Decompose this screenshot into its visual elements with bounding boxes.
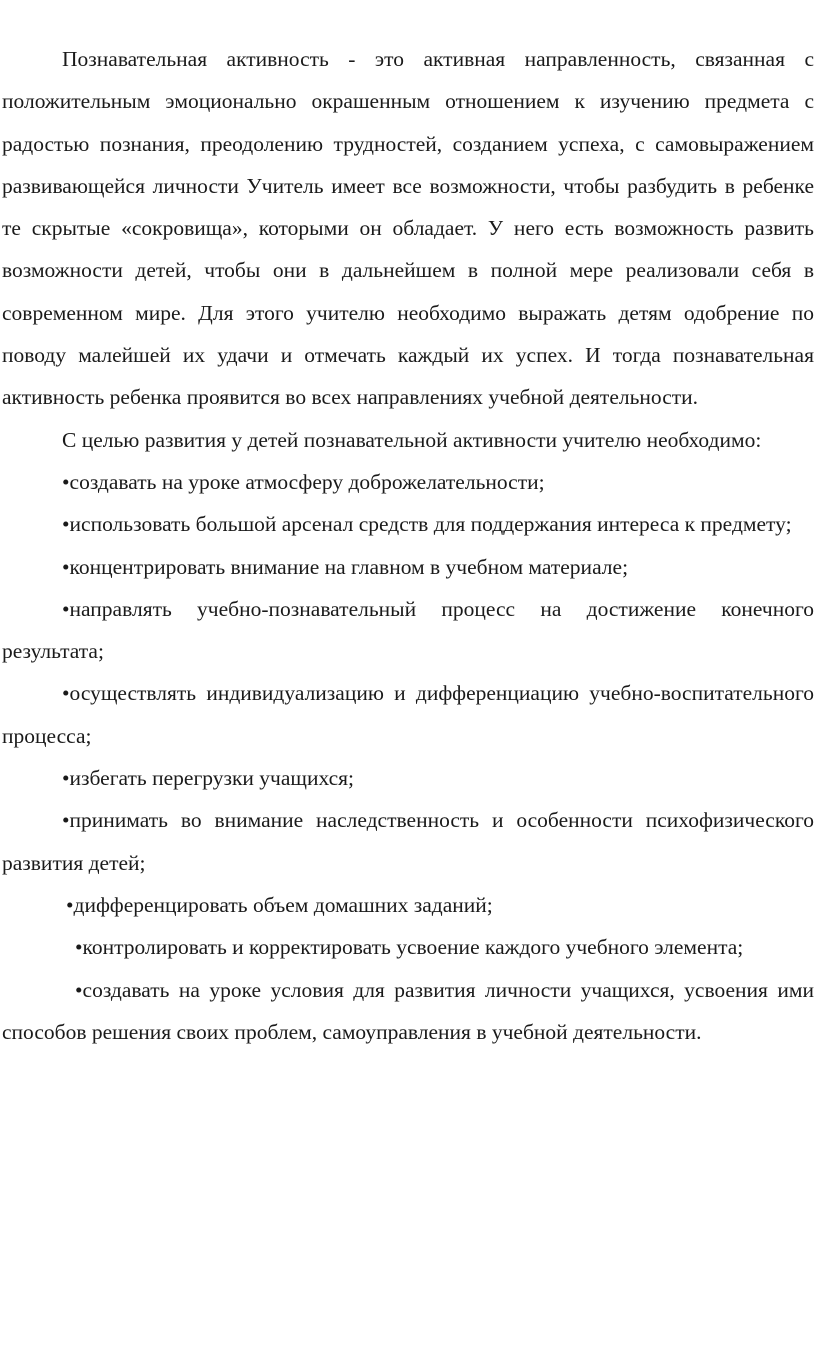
list-item: •направлять учебно-познавательный процесс на достижение конечного результата;	[2, 596, 814, 664]
list-item: •использовать большой арсенал средств для поддержания интереса к предмету;	[62, 512, 792, 537]
intro-paragraph: Познавательная активность - это активная направленность, связанная с положительным эмоционально окрашенным отношением к изучению предмета с радостью познания, преодолению трудностей, созданием успеха, с самовыражением развивающейся личности Учитель имеет все возможности, чтобы разбудить в ребенке те скрытые «сокровища», которыми он обладает. У него есть возможность развить возможности детей, чтобы они в дальнейшем в полной мере реализовали себя в современном мире. Для этого учителю необходимо выражать детям одобрение по поводу малейшей их удачи и отмечать каждый их успех. И тогда познавательная активность ребенка проявится во всех направлениях учебной деятельности.	[2, 47, 814, 410]
list-item: •контролировать и корректировать усвоение каждого учебного элемента;	[75, 935, 744, 960]
list-item: •принимать во внимание наследственность и особенности психофизического развития детей;	[2, 808, 814, 875]
list-item: •осуществлять индивидуализацию и дифференциацию учебно-воспитательного процесса;	[2, 681, 814, 748]
list-item: •дифференцировать объем домашних заданий;	[66, 892, 493, 917]
list-item: •создавать на уроке условия для развития личности учащихся, усвоения ими способов решения своих проблем, самоуправления в учебной деятельности.	[2, 977, 814, 1044]
list-item: •избегать перегрузки учащихся;	[62, 766, 355, 791]
list-item: •концентрировать внимание на главном в учебном материале;	[62, 554, 629, 579]
list-item: •создавать на уроке атмосферу доброжелательности;	[62, 469, 545, 494]
goal-paragraph: С целью развития у детей познавательной активности учителю необходимо:	[62, 427, 762, 452]
